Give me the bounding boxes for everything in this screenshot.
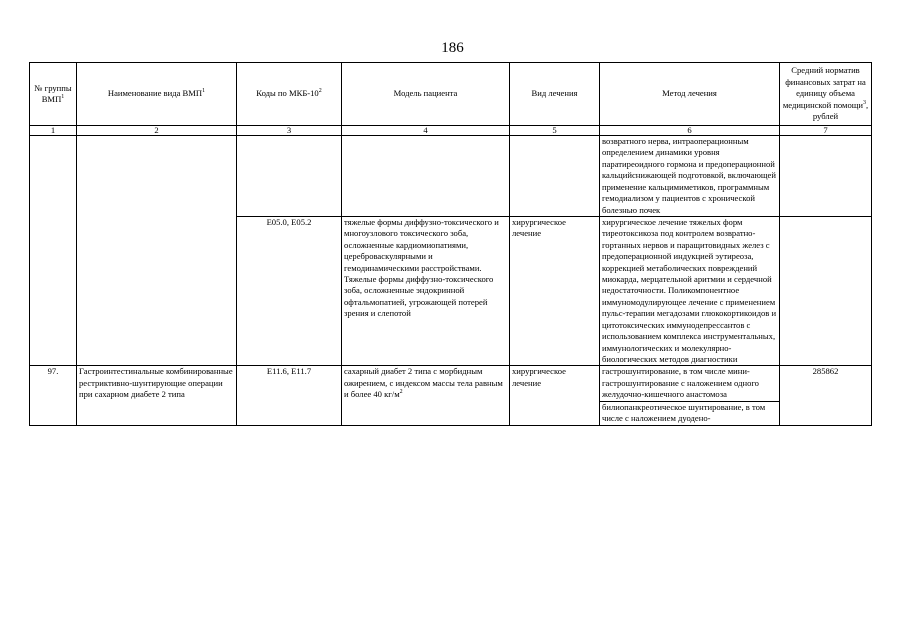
header-group-number: № группы ВМП$^1$ xyxy=(30,63,77,126)
group-cell: 97. xyxy=(30,366,77,425)
method-cell: гастрошунтирование, в том числе мини-гастрошунтирование с наложением одного желудочно-кишечного анастомоза xyxy=(600,366,780,401)
codes-cell xyxy=(237,136,342,217)
header-row xyxy=(30,63,872,126)
header-treatment-method: Метод лечения xyxy=(600,63,780,126)
column-number: 4 xyxy=(342,126,510,136)
vmp-table xyxy=(29,62,872,426)
cost-cell xyxy=(780,216,872,365)
column-number: 3 xyxy=(237,126,342,136)
column-number: 6 xyxy=(600,126,780,136)
cost-cell xyxy=(780,136,872,217)
table-row xyxy=(30,366,872,401)
method-cell: возвратного нерва, интраоперационным определением динамики уровня паратиреоидного гормона и предоперационной кальцийснижающей подготовкой, включающей применение кальцимиметиков, программным гемодиализом у пациентов с хронической болезнью почек xyxy=(600,136,780,217)
treatment-cell: хирургическое лечение xyxy=(510,216,600,365)
column-number: 5 xyxy=(510,126,600,136)
model-cell xyxy=(342,136,510,217)
method-cell: хирургическое лечение тяжелых форм тиреотоксикоза под контролем возвратно-гортанных нервов и паращитовидных желез с предоперационной индукцией эутиреоза, коррекцией метаболических повреждений миокарда, мерцательной аритмии и сердечной недостаточности. Поликомпонентное иммуномодулирующее лечение с применением пульс-терапии мегадозами глюкокортикоидов и цитотоксических иммунодепрессантов с использованием комплекса инструментальных, иммунологических и молекулярно-биологических методов диагностики xyxy=(600,216,780,365)
model-cell: сахарный диабет 2 типа с морбидным ожирением, с индексом массы тела равным и более 40 $кг/м^2$ xyxy=(342,366,510,425)
group-cell xyxy=(30,136,77,366)
method-cell: билиопанкреотическое шунтирование, в том числе с наложением дуодено- xyxy=(600,401,780,425)
codes-cell: E11.6, E11.7 xyxy=(237,366,342,425)
header-icd-codes: Коды по МКБ-$10^2$ xyxy=(237,63,342,126)
column-number: 1 xyxy=(30,126,77,136)
treatment-cell xyxy=(510,136,600,217)
vmp-name-cell: Гастроинтестинальные комбинированные рестриктивно-шунтирующие операции при сахарном диабете 2 типа xyxy=(77,366,237,425)
table-row xyxy=(30,136,872,217)
header-patient-model: Модель пациента xyxy=(342,63,510,126)
model-cell: тяжелые формы диффузно-токсического и многоузлового токсического зоба, осложненные кардиомиопатиями, цереброваскулярными и гемодинамическими расстройствами. Тяжелые формы диффузно-токсического зоба, осложненные эндокринной офтальмопатией, угрожающей потерей зрения и слепотой xyxy=(342,216,510,365)
codes-cell: E05.0, E05.2 xyxy=(237,216,342,365)
vmp-name-cell xyxy=(77,136,237,366)
header-vmp-name: Наименование вида ВМП$^1$ xyxy=(77,63,237,126)
header-cost-norm: Средний норматив финансовых затрат на единицу объема медицинской помощи$^3$, рублей xyxy=(780,63,872,126)
treatment-cell: хирургическое лечение xyxy=(510,366,600,425)
column-number: 7 xyxy=(780,126,872,136)
page-number: 186 xyxy=(441,40,464,56)
column-number: 2 xyxy=(77,126,237,136)
column-number-row xyxy=(30,126,872,136)
cost-cell: 285862 xyxy=(780,366,872,425)
header-treatment-type: Вид лечения xyxy=(510,63,600,126)
